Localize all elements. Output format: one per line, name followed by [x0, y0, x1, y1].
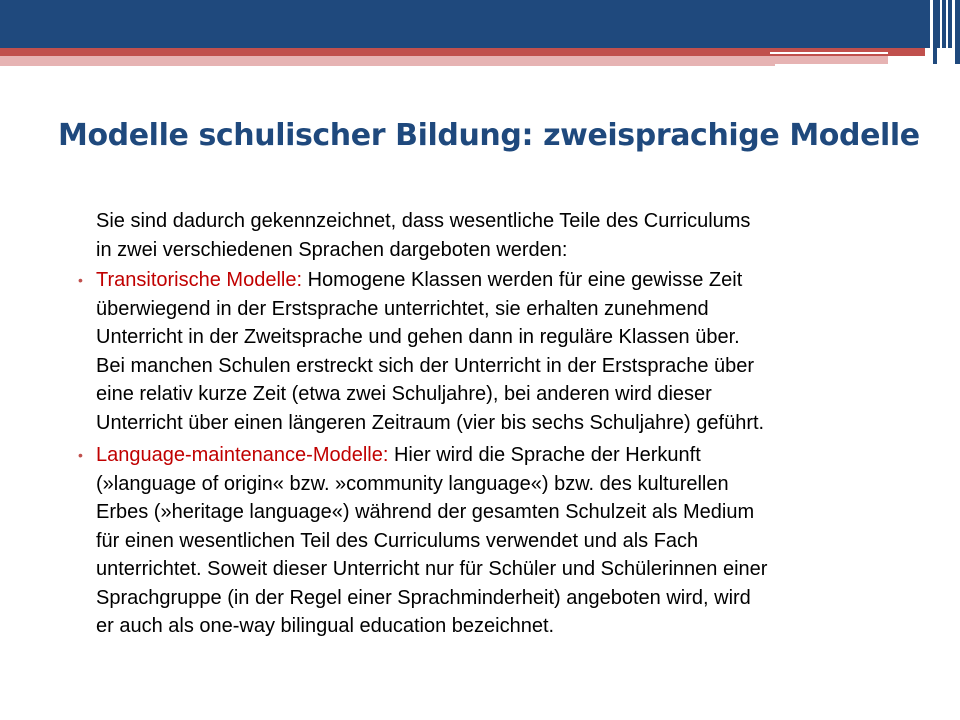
header-stripe: [930, 0, 933, 50]
header-side-accent: [933, 48, 937, 64]
header-stripe: [940, 0, 942, 50]
bullet-term: Language-maintenance-Modelle:: [96, 444, 389, 466]
bullet-line: Bei manchen Schulen erstreckt sich der Unterricht in der Erstsprache über: [96, 354, 755, 377]
bullet-line: Unterricht über einen längeren Zeitraum (vier bis sechs Schuljahre) geführt.: [96, 411, 765, 434]
bullet-dot-icon: •: [78, 447, 83, 463]
intro-line: in zwei verschiedenen Sprachen dargeboten werden:: [96, 238, 568, 261]
bullet-line: (»language of origin« bzw. »community language«) bzw. des kulturellen: [96, 472, 729, 495]
header-stripe: [946, 0, 948, 50]
bullet-line: er auch als one-way bilingual education bezeichnet.: [96, 615, 555, 637]
bullet-transitional-models: [78, 266, 886, 437]
bullet-language-maintenance-models: [78, 441, 886, 641]
bullet-line: Erbes (»heritage language«) während der gesamten Schulzeit als Medium: [96, 501, 755, 523]
header-stripe: [952, 0, 955, 50]
header-blue-band: [0, 0, 960, 48]
bullet-line: unterrichtet. Soweit dieser Unterricht nur für Schüler und Schülerinnen einer: [96, 558, 768, 580]
bullet-line: überwiegend in der Erstsprache unterrichtet, sie erhalten zunehmend: [96, 297, 709, 320]
slide-body: [78, 207, 886, 645]
header-pink-line: [0, 64, 775, 66]
bullet-line: Hier wird die Sprache der Herkunft: [393, 444, 701, 466]
bullet-dot-icon: •: [78, 272, 83, 288]
header-pink-band: [0, 56, 888, 64]
bullet-line: Sprachgruppe (in der Regel einer Sprachminderheit) angeboten wird, wird: [96, 586, 751, 609]
header-white-line: [770, 52, 888, 54]
header-side-accent: [955, 48, 960, 64]
bullet-term: Transitorische Modelle:: [96, 269, 303, 291]
slide-title: Modelle schulischer Bildung: zweisprachige Modelle: [58, 118, 920, 153]
bullet-line: Homogene Klassen werden für eine gewisse Zeit: [307, 269, 743, 291]
intro-line: Sie sind dadurch gekennzeichnet, dass wesentliche Teile des Curriculums: [96, 210, 751, 232]
bullet-line: Unterricht in der Zweitsprache und gehen dann in reguläre Klassen über.: [96, 326, 740, 348]
bullet-line: für einen wesentlichen Teil des Curriculums verwendet und als Fach: [96, 529, 699, 552]
bullet-line: eine relativ kurze Zeit (etwa zwei Schuljahre), bei anderen wird dieser: [96, 383, 712, 405]
intro-paragraph: [96, 207, 886, 264]
